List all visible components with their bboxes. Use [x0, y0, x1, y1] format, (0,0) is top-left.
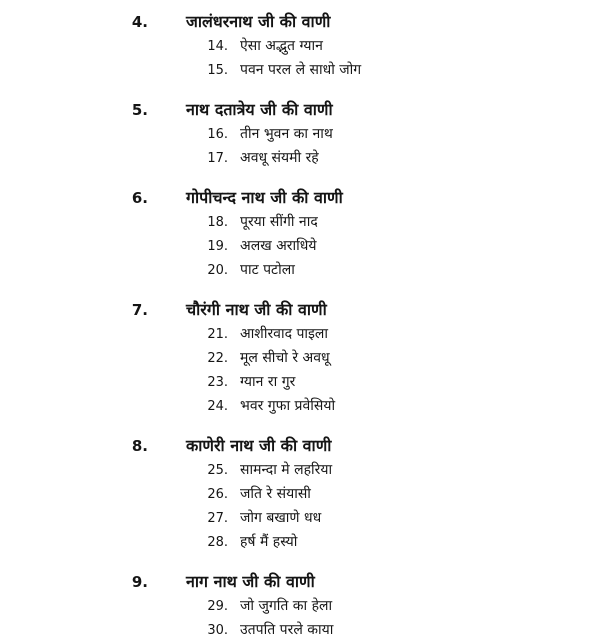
list-item — [0, 324, 600, 348]
item-number: 26. — [207, 487, 228, 502]
section-number: 5. — [131, 101, 148, 119]
list-item — [0, 60, 600, 84]
item-title: जो जुगति का हेला — [240, 598, 333, 614]
item-number: 14. — [207, 39, 228, 54]
item-title: अवधू संयमी रहे — [240, 150, 319, 166]
section-heading — [0, 434, 600, 460]
list-item — [0, 460, 600, 484]
section-heading — [0, 570, 600, 596]
item-number: 22. — [207, 351, 228, 366]
list-item — [0, 236, 600, 260]
item-number: 16. — [207, 127, 228, 142]
item-number: 19. — [207, 239, 228, 254]
item-title: पूरया सींगी नाद — [240, 214, 318, 230]
section-number: 8. — [131, 437, 148, 455]
list-item — [0, 260, 600, 284]
toc-section — [0, 10, 600, 84]
item-number: 15. — [207, 63, 228, 78]
toc-section — [0, 186, 600, 284]
item-title: सामन्दा मे लहरिया — [240, 462, 333, 478]
section-number: 9. — [131, 573, 148, 591]
list-item — [0, 348, 600, 372]
item-number: 29. — [207, 599, 228, 614]
item-title: मूल सीचो रे अवधू — [240, 350, 330, 366]
section-title: काणेरी नाथ जी की वाणी — [186, 436, 332, 455]
item-number: 21. — [207, 327, 228, 342]
item-title: ग्यान रा गुर — [240, 374, 296, 390]
section-title: नाथ दतात्रेय जी की वाणी — [186, 100, 333, 119]
section-heading — [0, 186, 600, 212]
toc-section — [0, 570, 600, 644]
item-title: जोग बखाणे धध — [240, 510, 322, 526]
list-item — [0, 532, 600, 556]
item-title: पाट पटोला — [240, 262, 295, 278]
list-item — [0, 484, 600, 508]
toc-section — [0, 298, 600, 420]
section-title: गोपीचन्द नाथ जी की वाणी — [186, 188, 343, 207]
item-title: हर्ष मैं हस्यो — [240, 534, 298, 550]
section-number: 6. — [131, 189, 148, 207]
item-title: भवर गुफा प्रवेसियो — [240, 398, 336, 414]
section-number: 7. — [131, 301, 148, 319]
item-number: 25. — [207, 463, 228, 478]
list-item — [0, 36, 600, 60]
item-number: 27. — [207, 511, 228, 526]
toc-section — [0, 434, 600, 556]
item-title: पवन परल ले साधो जोग — [240, 62, 362, 78]
section-title: चौरंगी नाथ जी की वाणी — [186, 300, 327, 319]
section-heading — [0, 10, 600, 36]
list-item — [0, 372, 600, 396]
item-number: 23. — [207, 375, 228, 390]
item-number: 17. — [207, 151, 228, 166]
section-title: जालंधरनाथ जी की वाणी — [186, 12, 331, 31]
item-title: अलख अराधिये — [240, 238, 317, 254]
section-number: 4. — [131, 13, 148, 31]
item-title: उतपति परले काया — [240, 622, 334, 638]
list-item — [0, 148, 600, 172]
item-title: ऐसा अद्भुत ग्यान — [240, 38, 323, 54]
list-item — [0, 212, 600, 236]
section-title: नाग नाथ जी की वाणी — [186, 572, 315, 591]
item-title: तीन भुवन का नाथ — [240, 126, 333, 142]
item-number: 28. — [207, 535, 228, 550]
item-number: 18. — [207, 215, 228, 230]
item-title: आशीरवाद पाइला — [240, 326, 329, 342]
section-heading — [0, 98, 600, 124]
list-item — [0, 620, 600, 644]
list-item — [0, 124, 600, 148]
item-title: जति रे संयासी — [240, 486, 311, 502]
list-item — [0, 396, 600, 420]
item-number: 20. — [207, 263, 228, 278]
toc-section — [0, 98, 600, 172]
item-number: 30. — [207, 623, 228, 638]
item-number: 24. — [207, 399, 228, 414]
list-item — [0, 508, 600, 532]
section-heading — [0, 298, 600, 324]
